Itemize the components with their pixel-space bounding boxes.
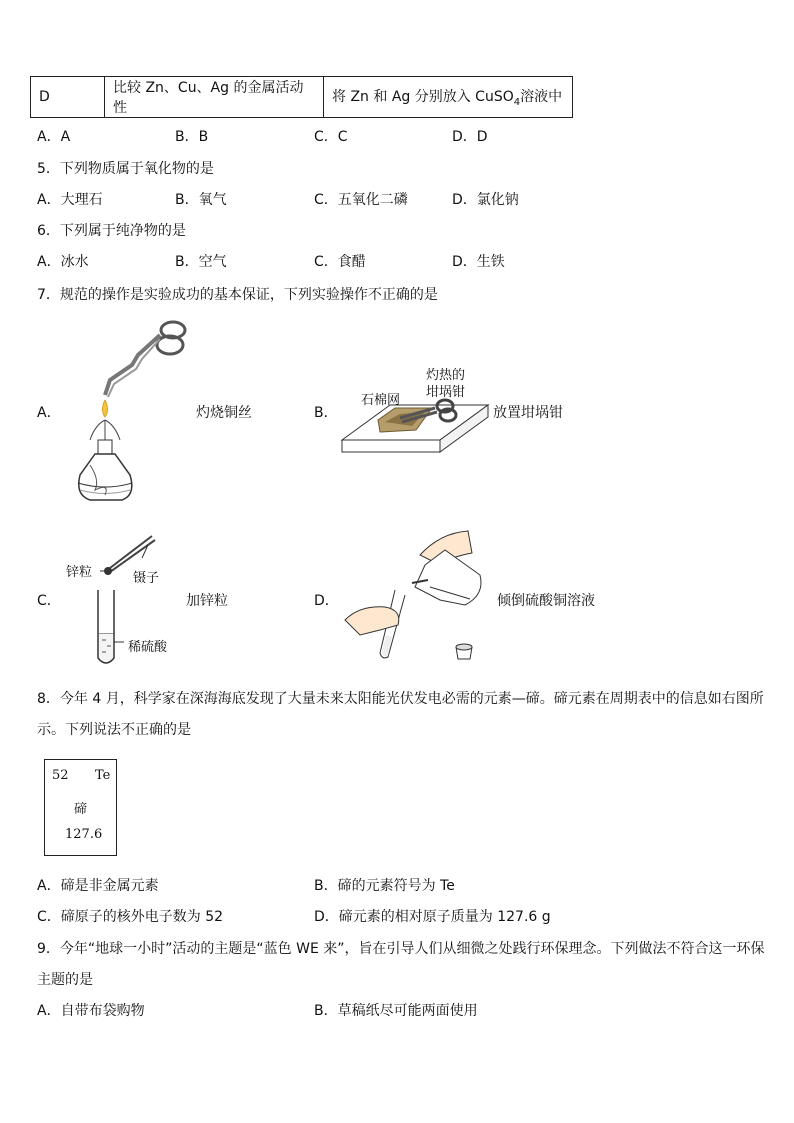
place-tongs-illustration (340, 360, 490, 470)
q7-option-b-caption: 放置坩埚钳 (493, 405, 563, 421)
element-tellurium-card (44, 759, 117, 856)
q7-option-b-letter: B． (314, 405, 338, 421)
method-subscript: 4 (513, 96, 521, 108)
q7-option-d-caption: 倾倒硫酸铜溶液 (497, 593, 595, 609)
q8-option-a: A．碲是非金属元素 (37, 878, 159, 894)
element-atomic-number: 52 (52, 768, 69, 783)
q6-option-b: B．空气 (175, 254, 227, 270)
element-name: 碲 (74, 802, 88, 817)
q9-stem-line1: 9．今年“地球一小时”活动的主题是“蓝色 WE 来”，旨在引导人们从细微之处践行环保理念。下列做法不符合这一环保 (37, 941, 765, 957)
element-atomic-mass: 127.6 (65, 827, 103, 842)
q8-stem-line2: 示。下列说法不正确的是 (37, 722, 191, 738)
label-tweezers: 镊子 (133, 571, 160, 586)
q9-stem-line2: 主题的是 (37, 972, 93, 988)
q8-option-d: D．碲元素的相对原子质量为 127.6 g (314, 909, 551, 925)
q4-option-c: C．C (314, 129, 348, 145)
method-text: 将 Zn 和 Ag 分别放入 CuSO (332, 89, 514, 106)
q4-option-b: B．B (175, 129, 209, 145)
q7-option-c-letter: C． (37, 593, 61, 609)
q7-option-c-caption: 加锌粒 (186, 593, 228, 609)
table-row (31, 77, 573, 118)
experiment-table (30, 76, 573, 118)
table-cell-purpose: 比较 Zn、Cu、Ag 的金属活动性 (105, 77, 324, 118)
q8-stem-line1: 8．今年 4 月，科学家在深海海底发现了大量未来太阳能光伏发电必需的元素—碲。碲元素在周期表中的信息如右图所 (37, 691, 764, 707)
q7-option-a-letter: A． (37, 405, 61, 421)
q5-option-d: D．氯化钠 (452, 192, 519, 208)
q7-stem: 7．规范的操作是实验成功的基本保证，下列实验操作不正确的是 (37, 287, 438, 303)
q6-option-a: A．冰水 (37, 254, 89, 270)
label-hot-tongs-line1: 灼热的 (426, 368, 466, 383)
label-asbestos-net: 石棉网 (361, 393, 401, 408)
q4-option-a: A．A (37, 129, 71, 145)
q5-option-a: A．大理石 (37, 192, 103, 208)
q5-stem: 5．下列物质属于氧化物的是 (37, 161, 214, 177)
q6-option-d: D．生铁 (452, 254, 505, 270)
q6-stem: 6．下列属于纯净物的是 (37, 223, 186, 239)
q7-option-d-letter: D． (314, 593, 339, 609)
pour-copper-sulfate-illustration (340, 525, 490, 670)
table-cell-method (324, 77, 573, 118)
q9-option-a: A．自带布袋购物 (37, 1003, 145, 1019)
label-dilute-sulfuric-acid: 稀硫酸 (128, 640, 168, 655)
label-zinc-granule: 锌粒 (66, 565, 93, 580)
burning-copper-wire-illustration (60, 315, 200, 505)
element-symbol: Te (95, 768, 111, 783)
q4-option-d: D．D (452, 129, 488, 145)
q5-option-b: B．氧气 (175, 192, 227, 208)
table-cell-letter: D (31, 77, 105, 118)
q8-option-c: C．碲原子的核外电子数为 52 (37, 909, 224, 925)
q5-option-c: C．五氧化二磷 (314, 192, 408, 208)
label-hot-tongs-line2: 坩埚钳 (426, 385, 466, 400)
q9-option-b: B．草稿纸尽可能两面使用 (314, 1003, 478, 1019)
q8-option-b: B．碲的元素符号为 Te (314, 878, 455, 894)
q6-option-c: C．食醋 (314, 254, 366, 270)
q7-option-a-caption: 灼烧铜丝 (196, 405, 252, 421)
method-text-end: 溶液中 (520, 89, 563, 106)
